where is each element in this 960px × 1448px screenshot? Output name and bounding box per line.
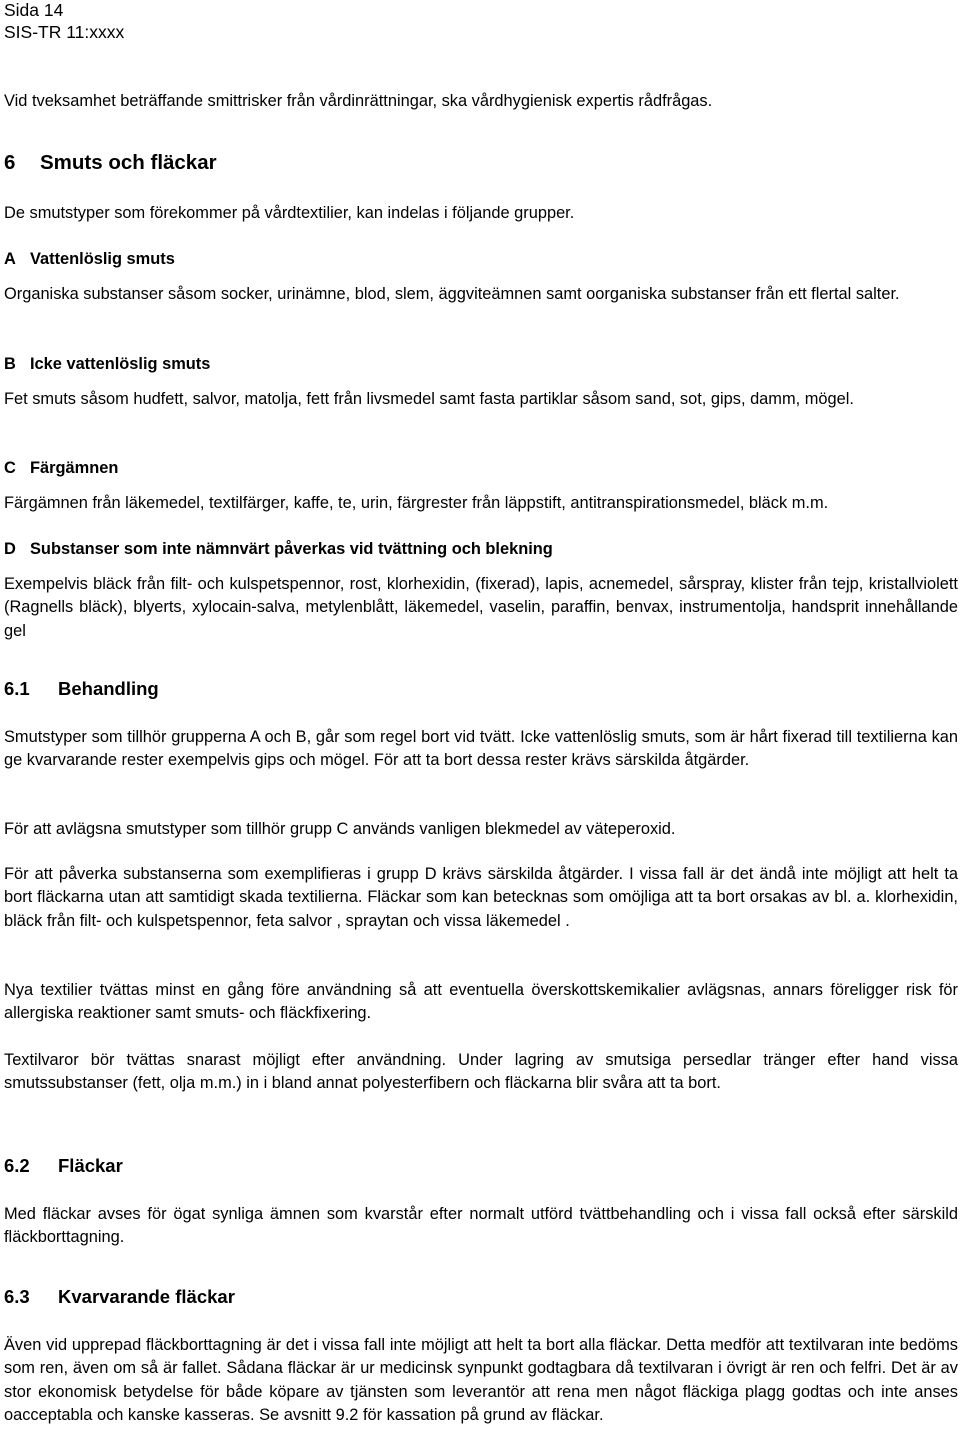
section-title: Smuts och fläckar xyxy=(40,151,217,174)
section-6-1-paragraph-5: Textilvaror bör tvättas snarast möjligt efter användning. Under lagring av smutsiga persedlar tränger efter hand vissa smutssubstanser (fett, olja m.m.) in i bland annat polyesterfibern och fläckarna blir svåra att ta bort. xyxy=(4,1051,958,1093)
group-title: Icke vattenlöslig smuts xyxy=(30,355,211,373)
intro-paragraph: Vid tveksamhet beträffande smittrisker från vårdinrättningar, ska vårdhygienisk expertis rådfrågas. xyxy=(4,92,713,110)
group-title: Substanser som inte nämnvärt påverkas vid tvättning och blekning xyxy=(30,540,553,558)
group-title: Färgämnen xyxy=(30,459,119,477)
group-d-heading xyxy=(4,538,553,560)
section-title: Kvarvarande fläckar xyxy=(58,1286,235,1307)
section-number: 6 xyxy=(4,151,16,174)
section-6-2-heading xyxy=(4,1154,123,1178)
group-title: Vattenlöslig smuts xyxy=(30,250,175,268)
section-6-2-paragraph: Med fläckar avses för ögat synliga ämnen som kvarstår efter normalt utförd tvättbehandling och i vissa fall också efter särskild fläckborttagning. xyxy=(4,1205,958,1247)
section-6-heading xyxy=(4,150,217,176)
group-letter: D xyxy=(4,540,16,558)
section-number: 6.2 xyxy=(4,1155,30,1176)
group-letter: B xyxy=(4,355,16,373)
group-c-heading xyxy=(4,457,118,479)
section-number: 6.3 xyxy=(4,1286,30,1307)
section-title: Behandling xyxy=(58,678,159,699)
section-6-1-paragraph-2: För att avlägsna smutstyper som tillhör grupp C används vanligen blekmedel av väteperoxid. xyxy=(4,820,676,838)
group-a-heading xyxy=(4,248,175,270)
section-number: 6.1 xyxy=(4,678,30,699)
group-letter: C xyxy=(4,459,16,477)
section-6-1-heading xyxy=(4,677,159,701)
section-6-3-heading xyxy=(4,1285,235,1309)
group-c-text: Färgämnen från läkemedel, textilfärger, kaffe, te, urin, färgrester från läppstift, antitranspirationsmedel, bläck m.m. xyxy=(4,494,829,512)
group-letter: A xyxy=(4,250,16,268)
section-6-3-paragraph: Även vid upprepad fläckborttagning är det i vissa fall inte möjligt att helt ta bort alla fläckar. Detta medför att textilvaran inte bedöms som ren, även om så är fallet. Sådana fläckar är ur medicinsk synpunkt godtagbara då textilvaran i övrigt är ren och felfri. Det är av stor ekonomisk betydelse för både köpare av tjänsten som leverantör att rena men något fläckiga plagg godtas och inte anses oacceptabla och kanske kasseras. Se avsnitt 9.2 för kassation på grund av fläckar. xyxy=(4,1336,958,1424)
section-6-1-paragraph-3: För att påverka substanserna som exemplifieras i grupp D krävs särskilda åtgärder. I vissa fall är det ändå inte möjligt att helt ta bort fläckarna utan att samtidigt skada textilierna. Fläckar som kan betecknas som omöjliga att ta bort orsakas av bl. a. klorhexidin, bläck från filt- och kulspetspennor, feta salvor , spraytan och vissa läkemedel . xyxy=(4,865,958,930)
page-number: Sida 14 xyxy=(4,0,64,20)
group-b-heading xyxy=(4,353,210,375)
group-b-text: Fet smuts såsom hudfett, salvor, matolja, fett från livsmedel samt fasta partiklar såsom sand, sot, gips, damm, mögel. xyxy=(4,390,854,408)
group-d-text: Exempelvis bläck från filt- och kulspetspennor, rost, klorhexidin, (fixerad), lapis, acnemedel, sårspray, klister från tejp, kristallviolett (Ragnells bläck), blyerts, xylocain-salva, metylenblått, läkemedel, vaselin, paraffin, benvax, instrumentolja, handsprit innehållande gel xyxy=(4,575,958,640)
document-id: SIS-TR 11:xxxx xyxy=(4,22,125,42)
section-6-1-paragraph-4: Nya textilier tvättas minst en gång före användning så att eventuella överskottskemikalier avlägsnas, annars föreligger risk för allergiska reaktioner samt smuts- och fläckfixering. xyxy=(4,981,958,1023)
section-6-1-paragraph-1: Smutstyper som tillhör grupperna A och B, går som regel bort vid tvätt. Icke vattenlöslig smuts, som är hårt fixerad till textilierna kan ge kvarvarande rester exempelvis gips och mögel. För att ta bort dessa rester krävs särskilda åtgärder. xyxy=(4,728,958,770)
section-title: Fläckar xyxy=(58,1155,123,1176)
group-a-text: Organiska substanser såsom socker, urinämne, blod, slem, äggviteämnen samt oorganiska substanser från ett flertal salter. xyxy=(4,285,900,303)
section-6-intro: De smutstyper som förekommer på vårdtextilier, kan indelas i följande grupper. xyxy=(4,204,575,222)
